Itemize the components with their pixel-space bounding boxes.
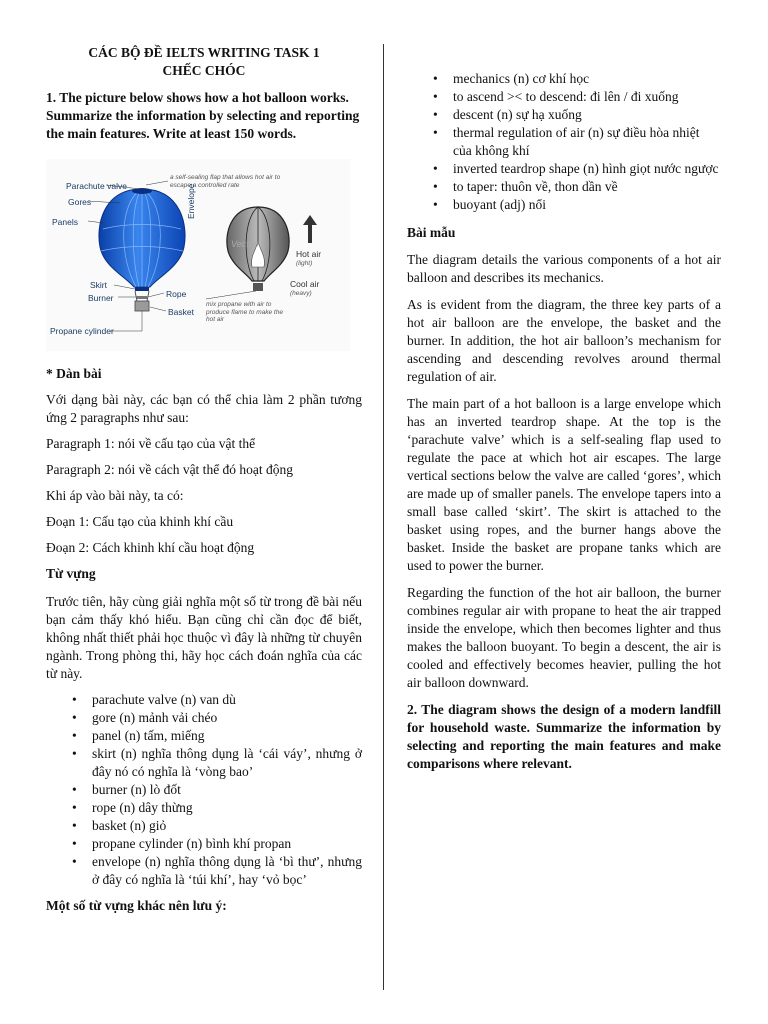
vocab-list-continued bbox=[407, 70, 721, 214]
list-item: • mechanics (n) cơ khí học bbox=[433, 71, 590, 86]
doc-title-line1: CÁC BỘ ĐỀ IELTS WRITING TASK 1 bbox=[88, 45, 320, 60]
question-2: 2. The diagram shows the design of a modern landfill for household waste. Summarize the information by selecting and reporting the main features and make comparisons where relevant. bbox=[407, 702, 721, 771]
sample-paragraph-1: The diagram details the various components of a hot air balloon and describes its mechanics. bbox=[407, 252, 721, 285]
list-item: • rope (n) dây thừng bbox=[72, 800, 193, 815]
label-skirt: Skirt bbox=[90, 280, 107, 290]
sample-paragraph-4: Regarding the function of the hot air balloon, the burner combines regular air with propane to heat the air trapped inside the envelope, which then becomes lighter and thus makes the balloon buoyant. To begin a descent, the air is cooled and effectively becomes heavier, pulling the hot air balloon downward. bbox=[407, 585, 721, 690]
label-panels: Panels bbox=[52, 217, 78, 227]
label-rope: Rope bbox=[166, 289, 187, 299]
sample-paragraph-3: The main part of a hot balloon is a large envelope which has an inverted teardrop shape. At the top is the ‘parachute valve’ which is a self-sealing flap used to regulate the pace at which hot air escapes. The large vertical sections below the valve are called ‘gores’, which are made up of smaller panels. The envelope tapers into a small base called ‘skirt’. The skirt is attached to the basket using ropes, and the burner hangs above the basket. Inside the basket are propane tanks which are used to power the burner. bbox=[407, 396, 721, 573]
list-item: • thermal regulation of air (n) sự điều hòa nhiệt của không khí bbox=[433, 125, 700, 158]
outline-intro: Với dạng bài này, các bạn có thể chia làm 2 phần tương ứng 2 paragraphs như sau: bbox=[46, 392, 362, 425]
question-1: 1. The picture below shows how a hot balloon works. Summarize the information by selecting and reporting the main features. Write at least 150 words. bbox=[46, 90, 360, 141]
label-cool-air-sub: (heavy) bbox=[290, 290, 312, 297]
left-column bbox=[46, 44, 362, 915]
label-cool-air: Cool air bbox=[290, 279, 320, 289]
label-burner: Burner bbox=[88, 293, 114, 303]
list-item: • skirt (n) nghĩa thông dụng là ‘cái váy’, nhưng ở đây nó có nghĩa là ‘vòng bao’ bbox=[72, 746, 362, 779]
watermark: Vectep bbox=[231, 239, 259, 249]
outline-heading: * Dàn bài bbox=[46, 366, 102, 381]
note-mix-propane: mix propane with air to produce flame to make the hot air bbox=[206, 301, 283, 323]
column-divider bbox=[383, 44, 384, 990]
sample-heading: Bài mẫu bbox=[407, 225, 456, 240]
list-item: • parachute valve (n) van dù bbox=[72, 692, 236, 707]
list-item: • inverted teardrop shape (n) hình giọt nước ngược bbox=[433, 161, 719, 176]
outline-section-1: Đoạn 1: Cấu tạo của khinh khí cầu bbox=[46, 514, 234, 529]
list-item: • basket (n) giỏ bbox=[72, 818, 167, 833]
label-gores: Gores bbox=[68, 197, 92, 207]
outline-paragraph-2: Paragraph 2: nói về cách vật thể đó hoạt động bbox=[46, 462, 294, 477]
sample-paragraph-2: As is evident from the diagram, the three key parts of a hot air balloon are the envelope, the basket and the burner. In addition, the hot air balloon’s mechanism for ascending and descending revolves around thermal regulation of air. bbox=[407, 297, 721, 384]
list-item: • burner (n) lò đốt bbox=[72, 782, 181, 797]
list-item: • gore (n) mảnh vải chéo bbox=[72, 710, 218, 725]
label-hot-air-sub: (light) bbox=[296, 260, 313, 267]
label-propane-cylinder: Propane cylinder bbox=[50, 326, 114, 336]
label-parachute-valve: Parachute valve bbox=[66, 181, 127, 191]
label-basket: Basket bbox=[168, 307, 194, 317]
right-column bbox=[407, 70, 721, 773]
list-item: • buoyant (adj) nổi bbox=[433, 197, 546, 212]
list-item: • to ascend >< to descend: đi lên / đi xuống bbox=[433, 89, 679, 104]
outline-section-2: Đoạn 2: Cách khinh khí cầu hoạt động bbox=[46, 540, 255, 555]
note-valve: a self-sealing flap that allows hot air to escape a controlled rate bbox=[170, 174, 281, 189]
outline-apply: Khi áp vào bài này, ta có: bbox=[46, 488, 184, 503]
label-envelope: Envelope bbox=[186, 183, 196, 219]
list-item: • propane cylinder (n) bình khí propan bbox=[72, 836, 292, 851]
label-hot-air: Hot air bbox=[296, 249, 322, 259]
outline-paragraph-1: Paragraph 1: nói về cấu tạo của vật thể bbox=[46, 436, 256, 451]
vocab-list bbox=[46, 691, 362, 889]
list-item: • descent (n) sự hạ xuống bbox=[433, 107, 582, 122]
vocab-heading: Từ vựng bbox=[46, 566, 96, 581]
list-item: • panel (n) tấm, miếng bbox=[72, 728, 205, 743]
doc-title-line2: CHẾC CHÓC bbox=[162, 63, 246, 78]
hot-air-balloon-diagram bbox=[46, 159, 350, 351]
up-arrow-icon bbox=[303, 215, 317, 243]
list-item: • envelope (n) nghĩa thông dụng là ‘bì thư’, nhưng ở đây có nghĩa là ‘túi khí’, hay ‘vỏ bọc’ bbox=[72, 854, 362, 887]
other-vocab-heading: Một số từ vựng khác nên lưu ý: bbox=[46, 898, 227, 913]
list-item: • to taper: thuôn về, thon dần về bbox=[433, 179, 618, 194]
vocab-intro: Trước tiên, hãy cùng giải nghĩa một số từ trong đề bài nếu bạn cảm thấy khó hiểu. Bạn cũng chỉ cần đọc để biết, không nhất thiết phải học thuộc vì đây là những từ chuyên ngành. Trong phòng thi, hãy học cách đoán nghĩa của các từ này. bbox=[46, 594, 362, 681]
